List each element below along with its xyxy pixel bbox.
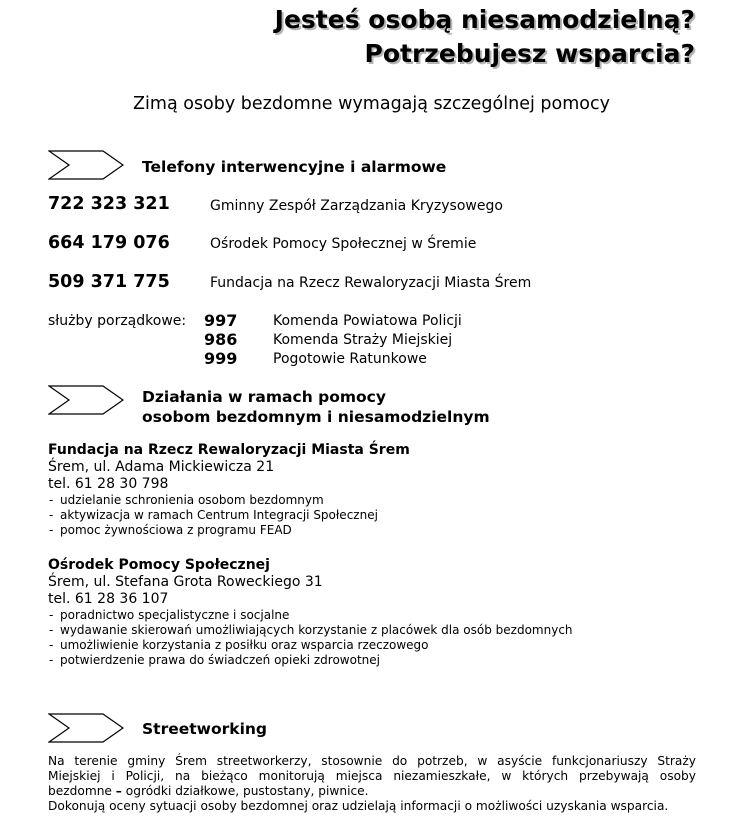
- list-item: [48, 608, 573, 623]
- list-item: [48, 523, 410, 538]
- bullet-dash: -: [49, 638, 54, 652]
- organization-address: Śrem, ul. Stefana Grota Roweckiego 31: [48, 574, 323, 590]
- organization-phone: tel. 61 28 30 798: [48, 476, 169, 492]
- phone-owner: Ośrodek Pomocy Społecznej w Śremie: [210, 236, 477, 252]
- paragraph-line: [48, 784, 696, 799]
- organization-block: [48, 557, 573, 668]
- list-item-text: poradnictwo specjalistyczne i socjalne: [60, 608, 290, 622]
- list-item-text: wydawanie skierowań umożliwiających korzystanie z placówek dla osób bezdomnych: [60, 623, 573, 637]
- list-item: [48, 508, 410, 523]
- service-name: Pogotowie Ratunkowe: [273, 351, 427, 367]
- organization-activities: [48, 493, 410, 538]
- organization-address: Śrem, ul. Adama Mickiewicza 21: [48, 459, 275, 475]
- services-label: służby porządkowe:: [48, 313, 187, 329]
- paragraph-text: ogródki działkowe, pustostany, piwnice.: [121, 784, 369, 798]
- paragraph-line: Na terenie gminy Śrem streetworkerzy, stosownie do potrzeb, w asyście funkcjonariuszy Straży: [48, 754, 696, 768]
- section-heading-help: [142, 387, 490, 427]
- paragraph-line: Dokonują oceny sytuacji osoby bezdomnej oraz udzielają informacji o możliwości uzyskania wsparcia.: [48, 799, 669, 813]
- list-item: [48, 638, 573, 653]
- phone-number: 722 323 321: [48, 194, 170, 214]
- organization-phone: tel. 61 28 36 107: [48, 591, 169, 607]
- paragraph-text: bezdomne: [48, 784, 116, 798]
- list-item-text: potwierdzenie prawa do świadczeń opieki zdrowotnej: [60, 653, 380, 667]
- section-heading-line: osobom bezdomnym i niesamodzielnym: [142, 408, 490, 426]
- list-item: [48, 653, 573, 668]
- list-item: [48, 493, 410, 508]
- service-name: Komenda Powiatowa Policji: [273, 313, 462, 329]
- organization-name: Fundacja na Rzecz Rewaloryzacji Miasta Śrem: [48, 442, 410, 458]
- phone-owner: Fundacja na Rzecz Rewaloryzacji Miasta Śrem: [210, 275, 532, 291]
- organization-activities: [48, 608, 573, 668]
- section-heading-line: Działania w ramach pomocy: [142, 388, 386, 406]
- service-name: Komenda Straży Miejskiej: [273, 332, 453, 348]
- phone-owner: Gminny Zespół Zarządzania Kryzysowego: [210, 198, 503, 214]
- organization-block: [48, 442, 410, 538]
- bullet-dash: -: [49, 623, 54, 637]
- bullet-dash: -: [49, 508, 54, 522]
- bullet-dash: -: [49, 493, 54, 507]
- streetworking-paragraph: [48, 754, 696, 814]
- phone-number: 509 371 775: [48, 272, 170, 292]
- service-code: 999: [204, 349, 238, 368]
- phone-number: 664 179 076: [48, 233, 170, 253]
- arrow-outline-icon: [48, 713, 124, 743]
- section-heading-streetworking: Streetworking: [142, 720, 268, 738]
- service-code: 986: [204, 330, 238, 349]
- section-heading-phones: Telefony interwencyjne i alarmowe: [142, 158, 447, 176]
- bullet-dash: -: [49, 523, 54, 537]
- organization-name: Ośrodek Pomocy Społecznej: [48, 557, 270, 573]
- bullet-dash: -: [49, 608, 54, 622]
- arrow-outline-icon: [48, 385, 124, 415]
- list-item-text: pomoc żywnościowa z programu FEAD: [60, 523, 292, 537]
- list-item-text: udzielanie schronienia osobom bezdomnym: [60, 493, 324, 507]
- page-title-line1: Jesteś osobą niesamodzielną?: [274, 5, 695, 34]
- arrow-outline-icon: [48, 150, 124, 180]
- paragraph-line: Miejskiej i Policji, na bieżąco monitorują miejsca niezamieszkałe, w których przebywają osoby: [48, 769, 696, 783]
- page-title-line2: Potrzebujesz wsparcia?: [364, 39, 695, 68]
- list-item: [48, 623, 573, 638]
- page-subtitle: Zimą osoby bezdomne wymagają szczególnej pomocy: [133, 94, 610, 114]
- service-code: 997: [204, 311, 238, 330]
- list-item-text: umożliwienie korzystania z posiłku oraz wsparcia rzeczowego: [60, 638, 429, 652]
- paragraph-dash: –: [115, 784, 122, 798]
- bullet-dash: -: [49, 653, 54, 667]
- list-item-text: aktywizacja w ramach Centrum Integracji Społecznej: [60, 508, 378, 522]
